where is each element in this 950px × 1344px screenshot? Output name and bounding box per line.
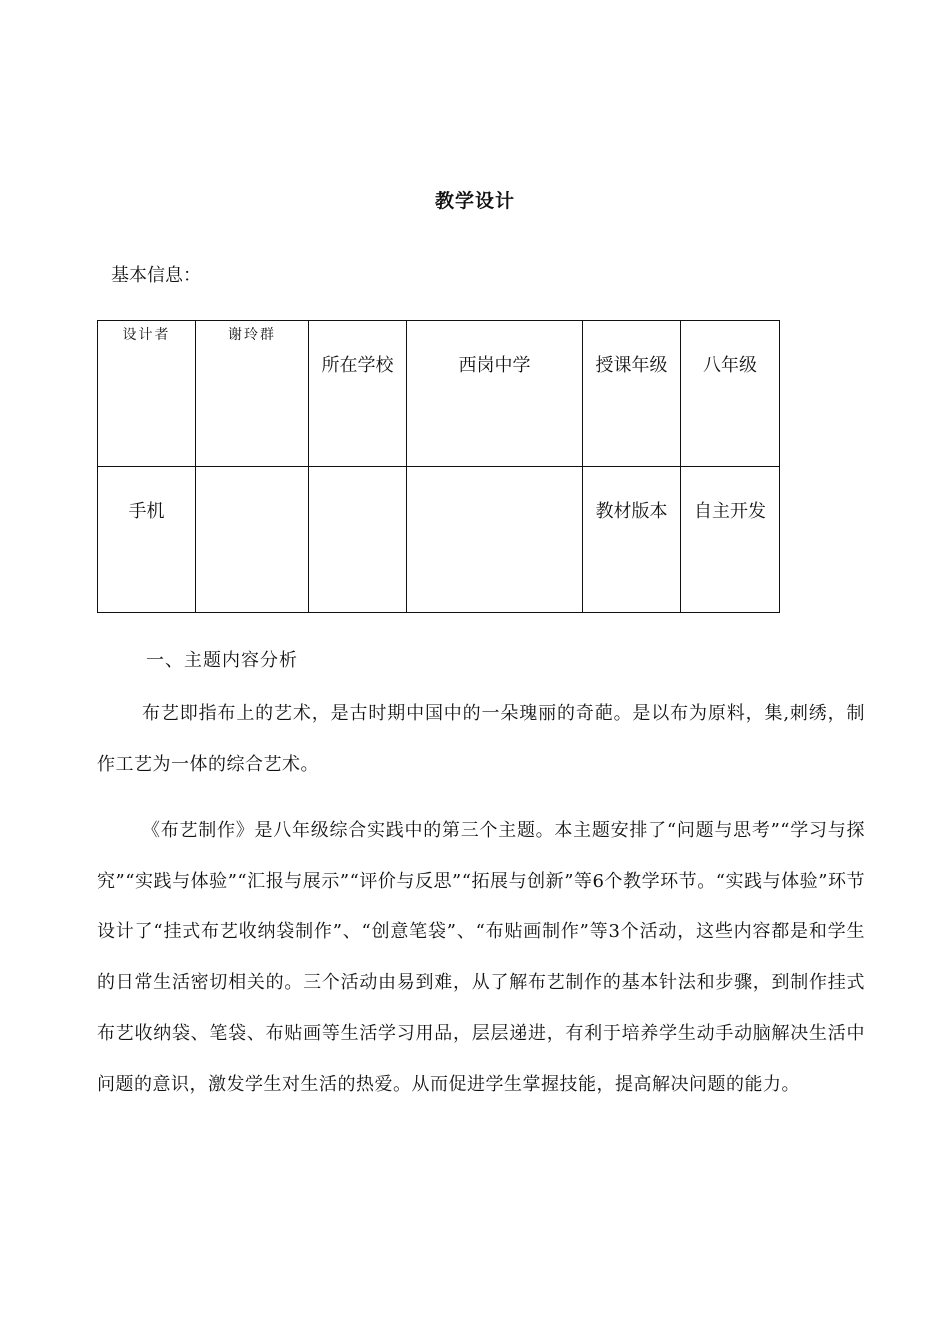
section-heading: 一、主题内容分析 bbox=[146, 650, 298, 671]
textbook-version-value: 自主开发 bbox=[681, 467, 780, 613]
designer-label: 设计者 bbox=[98, 321, 196, 467]
phone-label: 手机 bbox=[98, 467, 196, 613]
paragraph: 《布艺制作》是八年级综合实践中的第三个主题。本主题安排了“问题与思考”“学习与探究”“实践与体验”“汇报与展示”“评价与反思”“拓展与创新”等6个教学环节。“实践与体验”环节设计了“挂式布艺收纳袋制作”、“创意笔袋”、“布贴画制作”等3个活动，这些内容都是和学生的日常生活密切相关的。三个活动由易到难，从了解布艺制作的基本针法和步骤，到制作挂式布艺收纳袋、笔袋、布贴画等生活学习用品，层层递进，有利于培养学生动手动脑解决生活中问题的意识，激发学生对生活的热爱。从而促进学生掌握技能，提高解决问题的能力。 bbox=[97, 820, 865, 1095]
table-row bbox=[98, 467, 780, 613]
empty-cell bbox=[309, 467, 407, 613]
table-row bbox=[98, 321, 780, 467]
designer-value: 谢玲群 bbox=[196, 321, 309, 467]
basic-info-table bbox=[97, 320, 780, 613]
paragraph: 布艺即指布上的艺术，是古时期中国中的一朵瑰丽的奇葩。是以布为原料，集,刺绣，制作工艺为一体的综合艺术。 bbox=[97, 703, 865, 775]
empty-cell bbox=[407, 467, 583, 613]
school-label: 所在学校 bbox=[309, 321, 407, 467]
grade-value: 八年级 bbox=[681, 321, 780, 467]
school-value: 西岗中学 bbox=[407, 321, 583, 467]
page-title: 教学设计 bbox=[434, 190, 515, 212]
basic-info-label: 基本信息： bbox=[111, 265, 201, 286]
grade-label: 授课年级 bbox=[583, 321, 681, 467]
textbook-version-label: 教材版本 bbox=[583, 467, 681, 613]
phone-value bbox=[196, 467, 309, 613]
